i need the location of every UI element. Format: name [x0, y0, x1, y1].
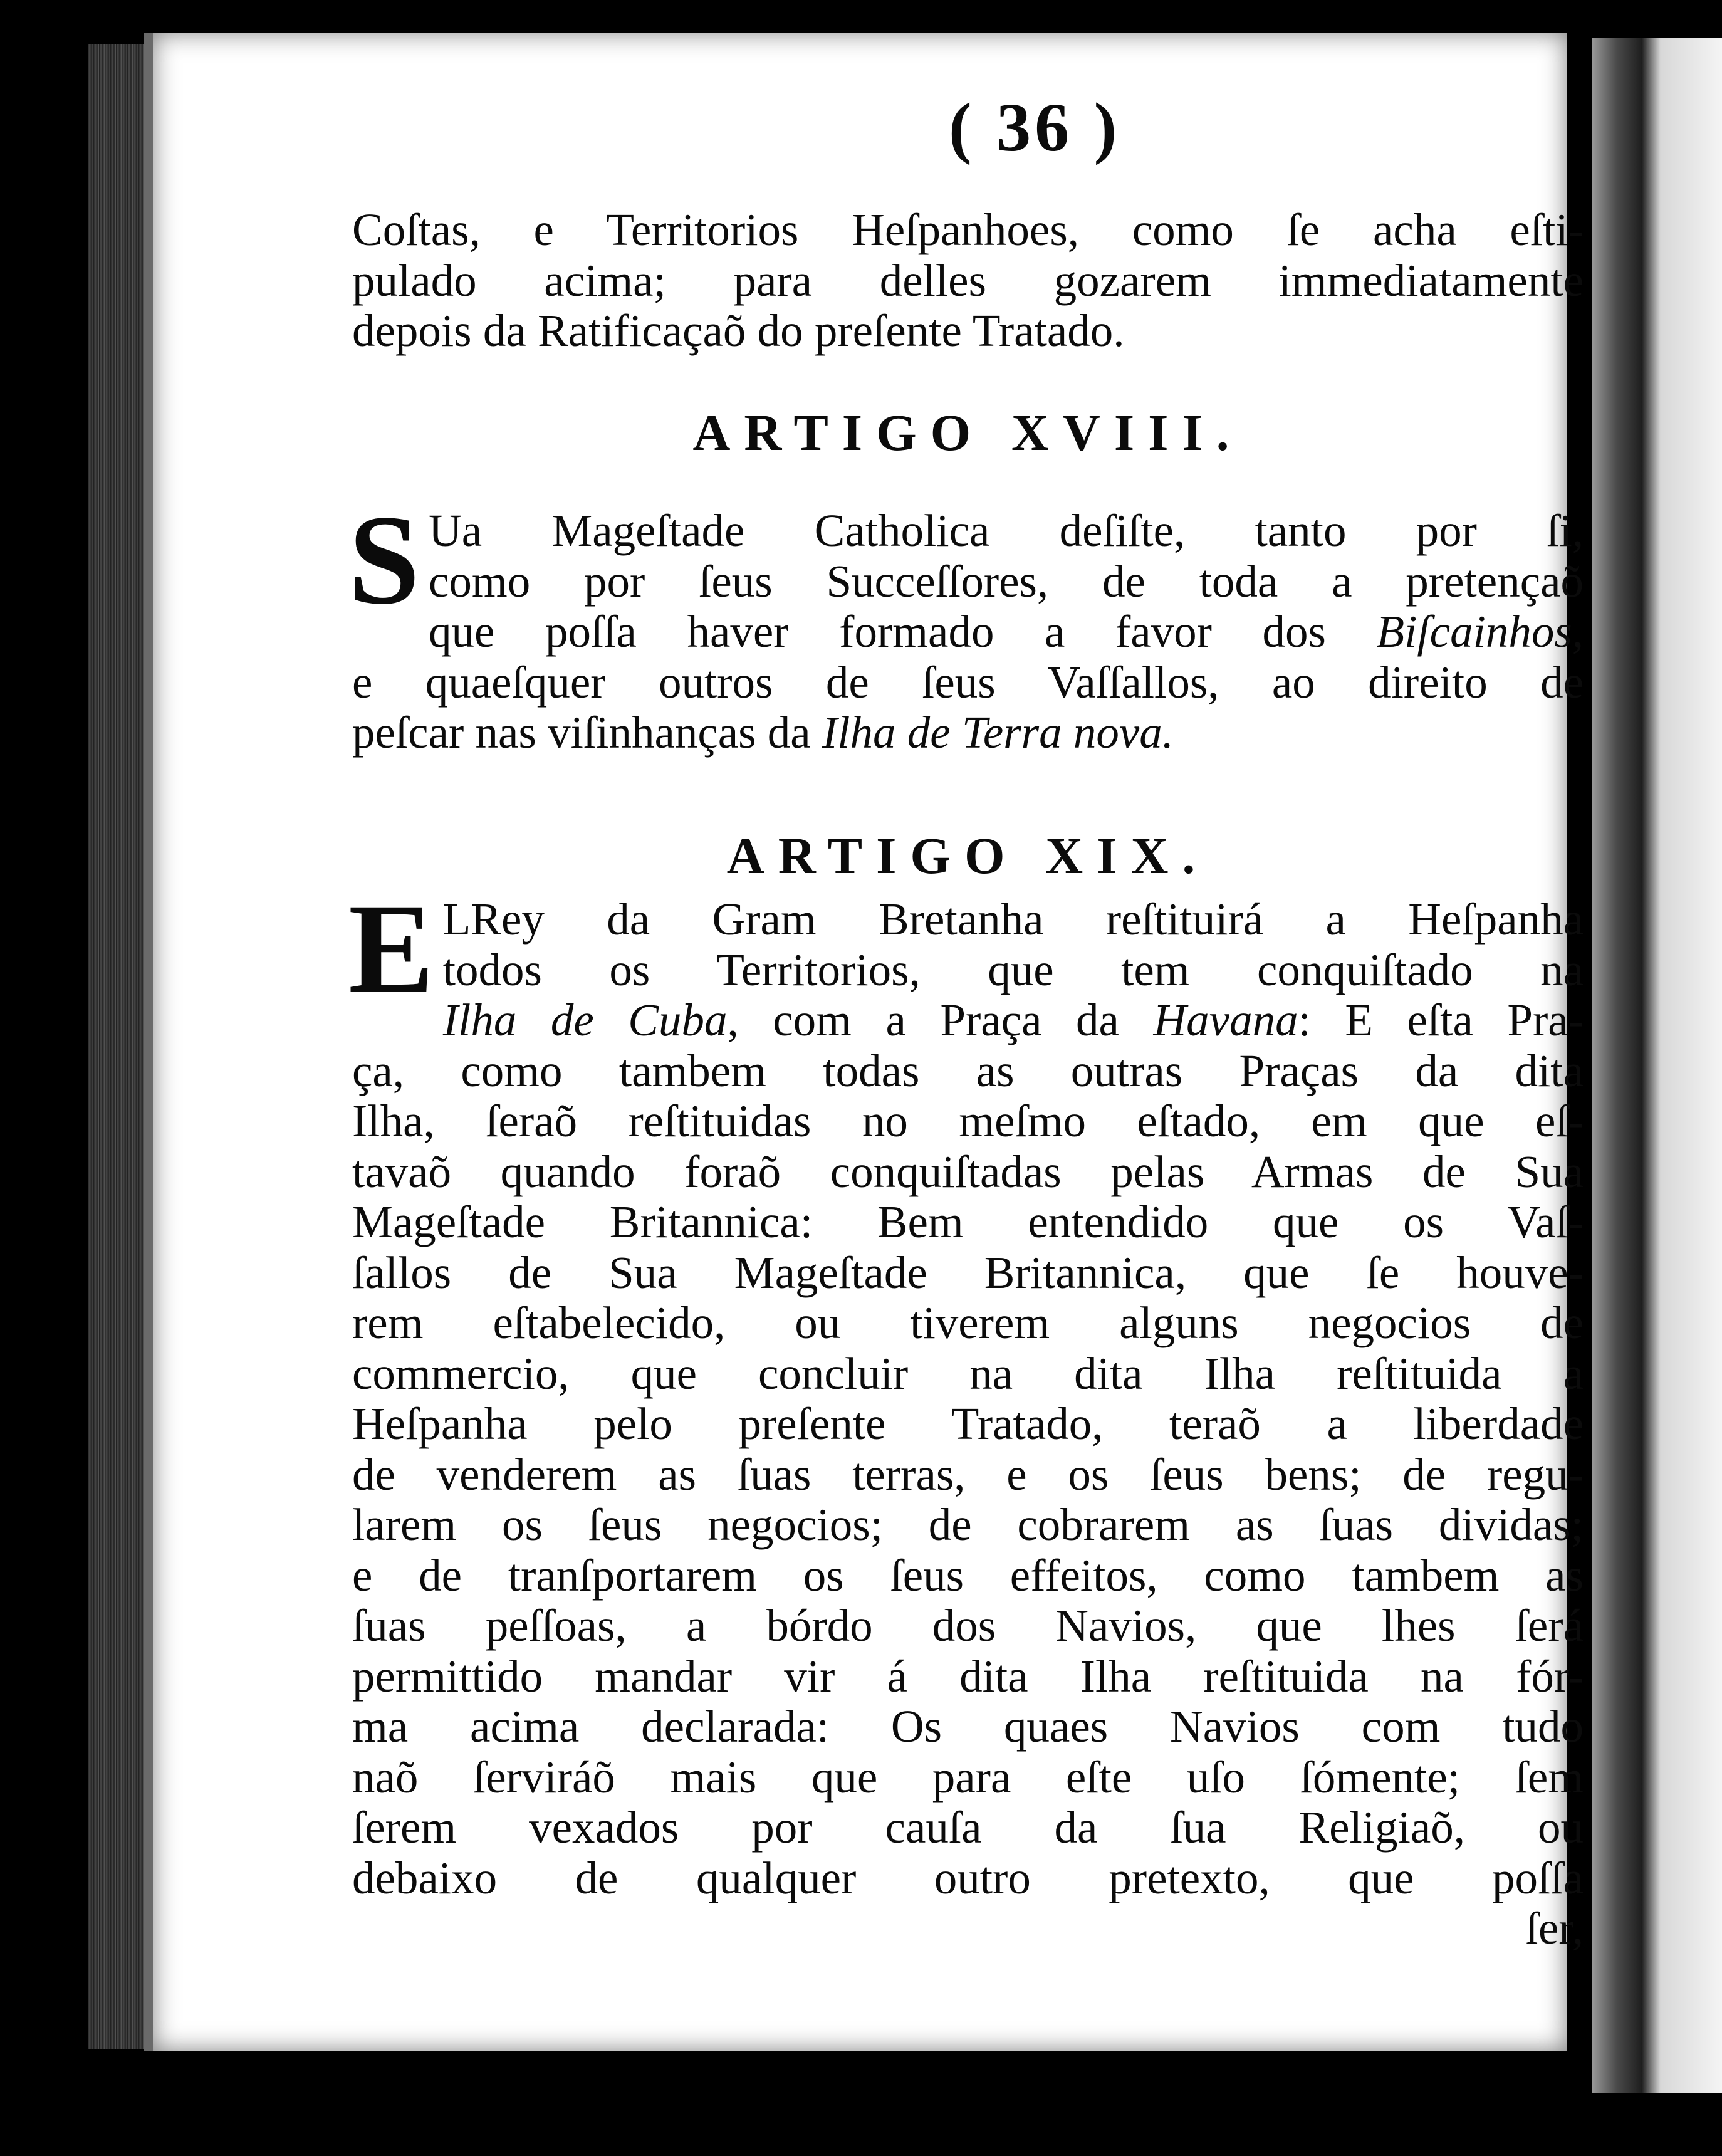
- text-line: de venderem as ſuas terras, e os ſeus bens; de regu-: [352, 1448, 1584, 1500]
- text-line: permittido mandar vir á dita Ilha reſtituida na fór-: [352, 1650, 1584, 1702]
- italic-term: Ilha de Cuba: [442, 995, 728, 1045]
- facing-page-edge: [1592, 38, 1722, 2093]
- italic-term: Havana: [1153, 995, 1298, 1045]
- article-heading-xviii: ARTIGO XVIII.: [692, 404, 1243, 461]
- text-line: Coſtas, e Territorios Heſpanhoes, como ſe acha eſti-: [352, 204, 1584, 255]
- page-number: ( 36 ): [949, 89, 1121, 165]
- text-line: e de tranſportarem os ſeus effeitos, como tambem as: [352, 1549, 1584, 1601]
- text-line: Ua Mageſtade Catholica deſiſte, tanto por ſi,: [429, 505, 1584, 556]
- continued-paragraph: [352, 205, 1584, 357]
- text-line: commercio, que concluir na dita Ilha reſtituida a: [352, 1348, 1584, 1399]
- italic-term: Ilha de Terra nova.: [822, 707, 1174, 758]
- article-xix-paragraph: [348, 877, 1584, 1954]
- text-line: pulado acima; para delles gozarem immediatamente: [352, 254, 1584, 306]
- text-line: como por ſeus Succeſſores, de toda a pretençaõ: [429, 555, 1584, 607]
- text-line: Heſpanha pelo preſente Tratado, teraõ a liberdade: [352, 1398, 1584, 1449]
- text-line: debaixo de qualquer outro pretexto, que poſſa: [352, 1852, 1584, 1903]
- text-line: Ilha de Cuba, com a Praça da Havana: E eſta Pra-: [442, 995, 1584, 1045]
- article-heading-xix: ARTIGO XIX.: [726, 827, 1209, 884]
- text-line: larem os ſeus negocios; de cobrarem as ſuas dividas;: [352, 1499, 1584, 1550]
- text-line: depois da Ratificaçaõ do preſente Tratado.: [352, 305, 1125, 356]
- text-line: tavaõ quando foraõ conquiſtadas pelas Armas de Sua: [352, 1146, 1584, 1197]
- text-line: naõ ſerviráõ mais que para eſte uſo ſómente; ſem: [352, 1751, 1584, 1803]
- catchword: ſer,: [1525, 1903, 1584, 1954]
- book-page: [144, 33, 1584, 2051]
- article-xviii-paragraph: [348, 489, 1584, 758]
- text-line: peſcar nas viſinhanças da Ilha de Terra nova.: [352, 707, 1174, 758]
- italic-term: Biſcainhos: [1376, 606, 1572, 657]
- text-line: ſerem vexados por cauſa da ſua Religiaõ, ou: [352, 1802, 1584, 1853]
- text-line: ſallos de Sua Mageſtade Britannica, que ſe houve-: [352, 1247, 1584, 1298]
- text-line: Ilha, ſeraõ reſtituidas no meſmo eſtado, em que eſ-: [352, 1096, 1584, 1146]
- text-line: ça, como tambem todas as outras Praças da dita: [352, 1045, 1584, 1096]
- text-line: Mageſtade Britannica: Bem entendido que os Vaſ-: [352, 1196, 1584, 1247]
- text-line: e quaeſquer outros de ſeus Vaſſallos, ao direito de: [352, 656, 1584, 708]
- text-line: que poſſa haver formado a favor dos Biſcainhos,: [429, 606, 1584, 657]
- text-line: ma acima declarada: Os quaes Navios com tudo: [352, 1701, 1584, 1752]
- drop-cap-s: S: [348, 489, 420, 631]
- text-line: LRey da Gram Bretanha reſtituirá a Heſpanha: [442, 894, 1584, 945]
- drop-cap-e: E: [348, 877, 434, 1020]
- text-line: rem eſtabelecido, ou tiverem alguns negocios de: [352, 1297, 1584, 1348]
- text-line: todos os Territorios, que tem conquiſtado na: [442, 944, 1584, 995]
- text-line: ſuas peſſoas, a bórdo dos Navios, que lhes ſerá: [352, 1600, 1584, 1651]
